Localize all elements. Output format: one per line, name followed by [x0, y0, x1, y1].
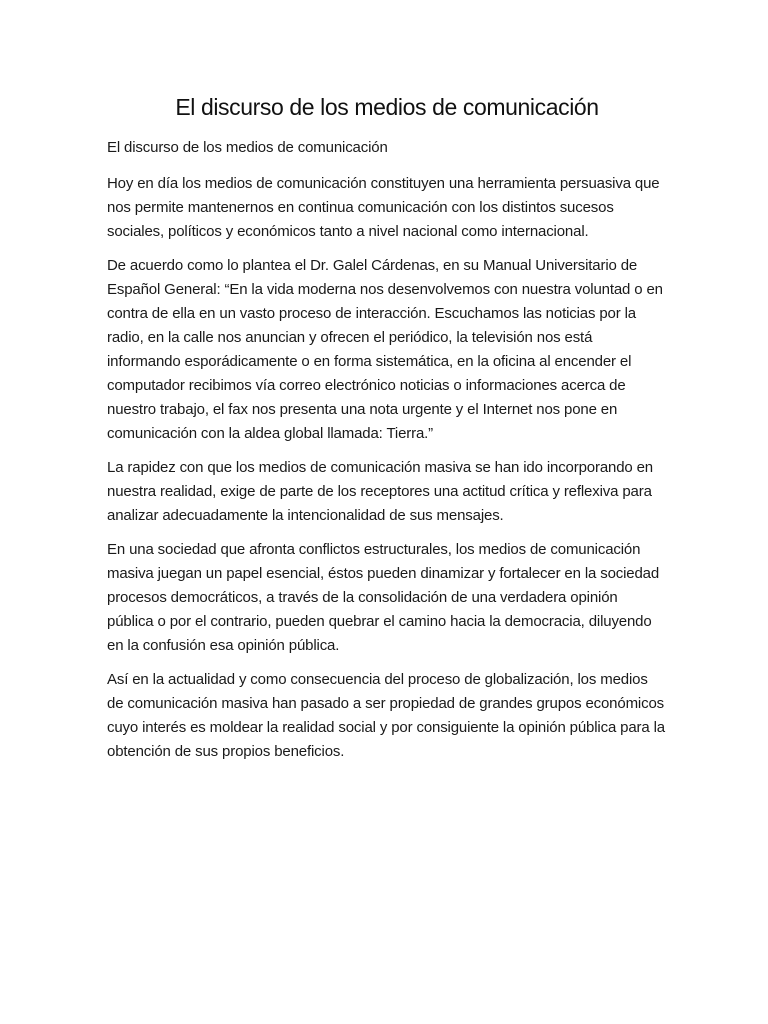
- paragraph-1: Hoy en día los medios de comunicación constituyen una herramienta persuasiva que nos permite mantenernos en continua comunicación con los distintos sucesos sociales, políticos y económicos tanto a nivel nacional como internacional.: [107, 175, 660, 240]
- paragraph-2: De acuerdo como lo plantea el Dr. Galel Cárdenas, en su Manual Universitario de Español General: “En la vida moderna nos desenvolvemos con nuestra voluntad o en contra de ella en un vasto proceso de interacción. Escuchamos las noticias por la radio, en la calle nos anuncian y ofrecen el periódico, la televisión nos está informando esporádicamente o en forma sistemática, en la oficina al encender el computador recibimos vía correo electrónico noticias o informaciones acerca de nuestro trabajo, el fax nos presenta una nota urgente y el Internet nos pone en comunicación con la aldea global llamada: Tierra.”: [107, 257, 663, 442]
- document-subtitle: El discurso de los medios de comunicación: [107, 139, 388, 156]
- paragraph-3: La rapidez con que los medios de comunicación masiva se han ido incorporando en nuestra realidad, exige de parte de los receptores una actitud crítica y reflexiva para analizar adecuadamente la intencionalidad de sus mensajes.: [107, 459, 653, 524]
- document-page: [107, 90, 667, 774]
- paragraph-5: Así en la actualidad y como consecuencia del proceso de globalización, los medios de comunicación masiva han pasado a ser propiedad de grandes grupos económicos cuyo interés es moldear la realidad social y por consiguiente la opinión pública para la obtención de sus propios beneficios.: [107, 671, 665, 760]
- document-title: El discurso de los medios de comunicación: [175, 94, 599, 120]
- paragraph-4: En una sociedad que afronta conflictos estructurales, los medios de comunicación masiva juegan un papel esencial, éstos pueden dinamizar y fortalecer en la sociedad procesos democráticos, a través de la consolidación de una verdadera opinión pública o por el contrario, pueden quebrar el camino hacia la democracia, diluyendo en la confusión esa opinión pública.: [107, 541, 660, 654]
